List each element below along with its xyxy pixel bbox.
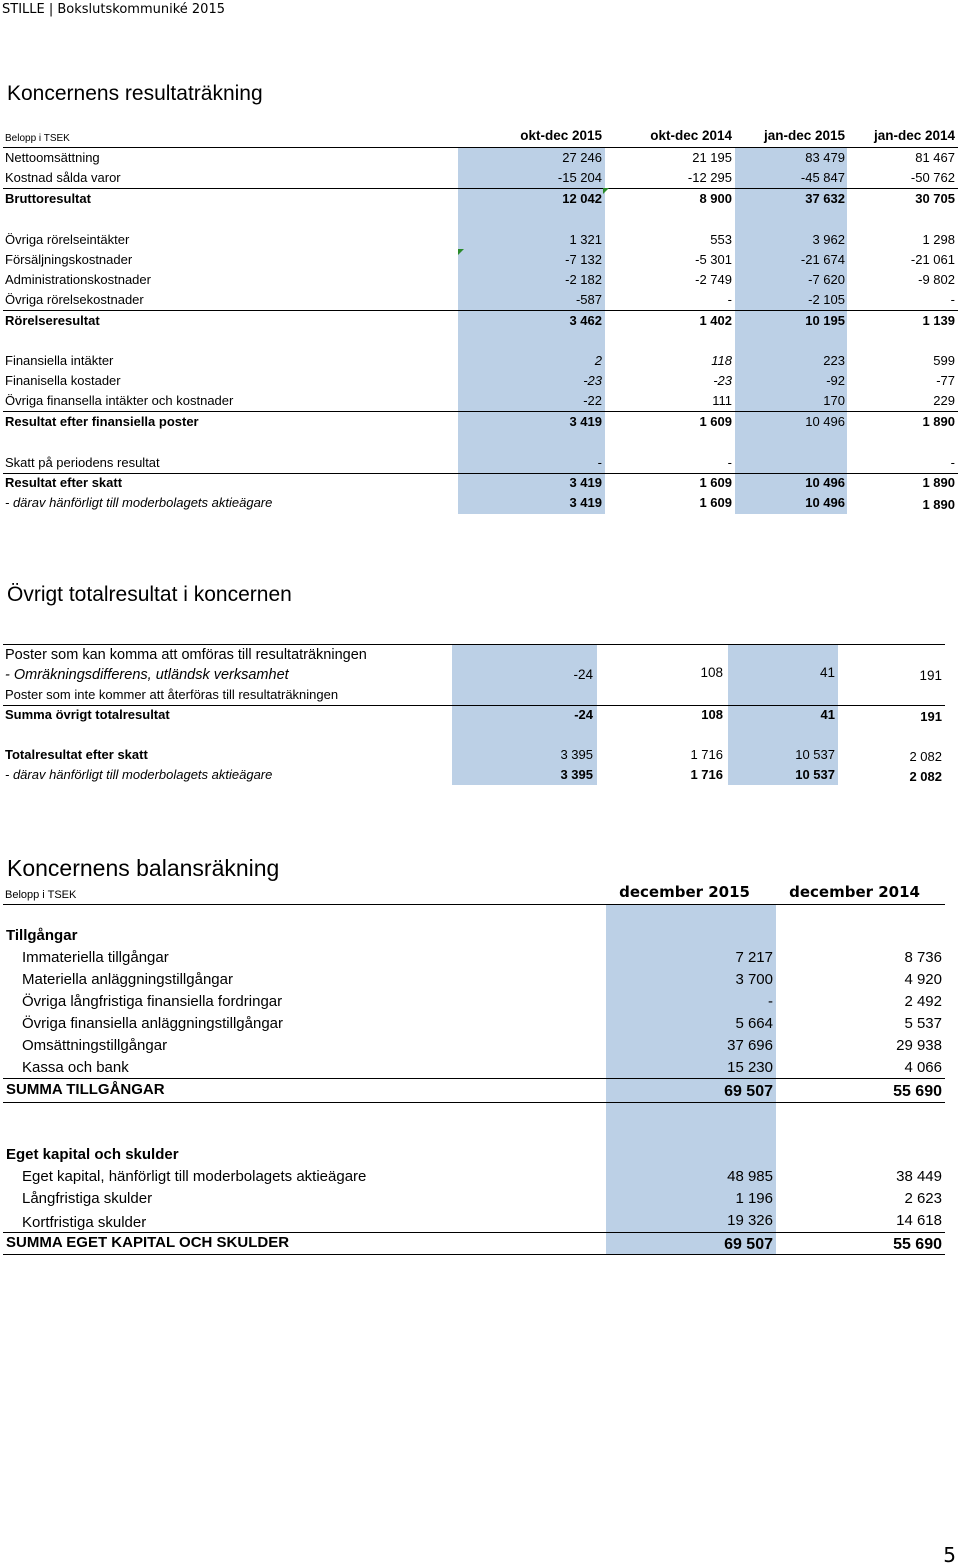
row-label: Kortfristiga skulder [22, 1214, 147, 1231]
oci-row [0, 645, 960, 665]
cell: -2 105 [808, 292, 845, 307]
cell: -22 [583, 393, 602, 408]
row-label: SUMMA EGET KAPITAL OCH SKULDER [6, 1234, 290, 1251]
income-row-subtotal [0, 473, 960, 493]
oci-row-subtotal [0, 705, 960, 725]
cell: 2 [594, 353, 602, 368]
row-label: Bruttoresultat [5, 191, 91, 206]
row-label: Resultat efter skatt [5, 475, 123, 490]
cell: 1 609 [699, 414, 732, 429]
cell: 69 507 [724, 1083, 773, 1100]
cell: 170 [823, 393, 845, 408]
cell: 1 609 [699, 495, 732, 510]
cell: -50 762 [910, 170, 955, 185]
balance-row [0, 969, 960, 991]
cell: 10 537 [795, 767, 835, 782]
cell: - [727, 455, 732, 470]
cell: 108 [701, 707, 723, 722]
cell: 5 664 [735, 1015, 773, 1032]
cell: 229 [933, 393, 955, 408]
balance-row [0, 947, 960, 969]
oci-row [0, 685, 960, 705]
balance-title: Koncernens balansräkning [7, 855, 280, 881]
income-col-header-4: jan-dec 2014 [873, 128, 955, 143]
cell: 3 462 [569, 313, 602, 328]
row-label: Eget kapital, hänförligt till moderbolagets aktieägare [22, 1168, 367, 1185]
cell: 8 736 [904, 949, 942, 966]
cell: 19 326 [727, 1212, 773, 1229]
cell: -77 [936, 373, 955, 388]
cell: 3 419 [569, 475, 602, 490]
cell: - [950, 455, 955, 470]
balance-row [0, 1057, 960, 1079]
cell: 1 890 [922, 414, 955, 429]
income-col-header-3: jan-dec 2015 [763, 128, 845, 143]
cell: 37 696 [727, 1037, 773, 1054]
equity-heading: Eget kapital och skulder [6, 1146, 179, 1163]
cell: 1 321 [569, 232, 602, 247]
cell: 4 066 [904, 1059, 942, 1076]
row-label: Övriga rörelseintäkter [5, 232, 130, 247]
cell: -24 [573, 667, 593, 682]
income-row [0, 270, 960, 290]
cell: - [597, 455, 602, 470]
cell: 108 [700, 665, 723, 680]
cell: 553 [710, 232, 732, 247]
cell: - [768, 993, 773, 1010]
cell: 3 419 [569, 414, 602, 429]
row-label: SUMMA TILLGÅNGAR [6, 1081, 165, 1098]
oci-title: Övrigt totalresultat i koncernen [7, 583, 292, 606]
cell: -21 061 [910, 252, 955, 267]
income-row [0, 391, 960, 411]
cell: -5 301 [695, 252, 732, 267]
cell: -21 674 [800, 252, 845, 267]
income-row [0, 453, 960, 473]
cell: 1 402 [699, 313, 732, 328]
row-label: Summa övrigt totalresultat [5, 707, 170, 722]
cell: 10 537 [795, 747, 835, 762]
equity-heading-row [0, 1144, 960, 1166]
cell: -9 802 [918, 272, 955, 287]
cell: 118 [711, 353, 732, 368]
cell: 10 195 [805, 313, 845, 328]
cell: -23 [713, 373, 732, 388]
cell: 1 609 [699, 475, 732, 490]
cell: -7 132 [565, 252, 602, 267]
total-underline [3, 1102, 945, 1103]
row-label: Skatt på periodens resultat [5, 455, 160, 470]
oci-row [0, 765, 960, 785]
balance-header-rule [3, 904, 945, 905]
cell: 191 [920, 709, 942, 724]
row-label: Totalresultat efter skatt [5, 747, 148, 762]
row-label: Kostnad sålda varor [5, 170, 121, 185]
cell: -23 [583, 373, 602, 388]
cell: 21 195 [692, 150, 732, 165]
document-header: STILLE | Bokslutskommuniké 2015 [2, 2, 225, 17]
cell: 41 [819, 665, 835, 680]
cell: -587 [575, 292, 602, 307]
income-row [0, 351, 960, 371]
balance-row [0, 991, 960, 1013]
cell: 10 496 [805, 475, 845, 490]
income-row [0, 168, 960, 188]
cell: 191 [919, 668, 942, 683]
row-label: Övriga långfristiga finansiella fordringar [22, 993, 283, 1010]
cell: - [950, 292, 955, 307]
row-label: - därav hänförligt till moderbolagets aktieägare [5, 767, 273, 782]
income-row [0, 290, 960, 310]
row-label: Övriga finansiella anläggningstillgångar [22, 1015, 283, 1032]
cell: -24 [574, 707, 593, 722]
cell: 3 395 [560, 767, 593, 782]
cell: 12 042 [562, 191, 602, 206]
cell: -45 847 [800, 170, 845, 185]
cell: 5 537 [904, 1015, 942, 1032]
income-row [0, 493, 960, 513]
balance-total-row [0, 1079, 960, 1101]
cell: 1 139 [922, 313, 955, 328]
comment-marker-icon [603, 188, 609, 194]
assets-heading-row [0, 925, 960, 947]
cell: 27 246 [562, 150, 602, 165]
income-row [0, 250, 960, 270]
cell: 2 623 [904, 1190, 942, 1207]
cell: 1 890 [922, 475, 955, 490]
row-label: Rörelseresultat [5, 313, 100, 328]
row-label: Poster som kan komma att omföras till resultaträkningen [5, 647, 367, 663]
row-label: Övriga rörelsekostnader [5, 292, 144, 307]
cell: 55 690 [893, 1236, 942, 1253]
balance-total-row [0, 1232, 960, 1254]
balance-unit: Belopp i TSEK [5, 889, 77, 901]
cell: 1 890 [922, 497, 955, 512]
balance-row [0, 1210, 960, 1232]
cell: 2 082 [909, 749, 942, 764]
cell: 599 [933, 353, 955, 368]
cell: 4 920 [904, 971, 942, 988]
cell: 3 700 [735, 971, 773, 988]
cell: -15 204 [557, 170, 602, 185]
cell: 10 496 [805, 495, 845, 510]
cell: 7 217 [735, 949, 773, 966]
comment-marker-icon [458, 249, 464, 255]
cell: 3 395 [560, 747, 593, 762]
cell: -2 749 [695, 272, 732, 287]
cell: 48 985 [727, 1168, 773, 1185]
cell: 8 900 [699, 191, 732, 206]
cell: 30 705 [915, 191, 955, 206]
cell: 2 082 [909, 769, 942, 784]
cell: 37 632 [805, 191, 845, 206]
row-label: - Omräkningsdifferens, utländsk verksamhet [5, 667, 289, 683]
row-label: Materiella anläggningstillgångar [22, 971, 233, 988]
row-label: Finansiella intäkter [5, 353, 114, 368]
balance-col-header-2: december 2014 [789, 883, 920, 901]
row-label: Resultat efter finansiella poster [5, 414, 199, 429]
row-label: Kassa och bank [22, 1059, 129, 1076]
income-row-subtotal [0, 189, 960, 209]
cell: 15 230 [727, 1059, 773, 1076]
oci-row [0, 745, 960, 765]
row-label: Finanisella kostader [5, 373, 121, 388]
cell: 38 449 [896, 1168, 942, 1185]
cell: 1 716 [690, 747, 723, 762]
row-label: Nettoomsättning [5, 150, 100, 165]
row-label: Försäljningskostnader [5, 252, 133, 267]
row-label: Immateriella tillgångar [22, 949, 169, 966]
balance-row [0, 1013, 960, 1035]
assets-heading: Tillgångar [6, 927, 78, 944]
income-unit: Belopp i TSEK [5, 133, 70, 144]
income-row [0, 371, 960, 391]
income-row [0, 230, 960, 250]
cell: 3 962 [812, 232, 845, 247]
cell: 81 467 [915, 150, 955, 165]
cell: -12 295 [687, 170, 732, 185]
cell: - [727, 292, 732, 307]
cell: 14 618 [896, 1212, 942, 1229]
cell: 1 716 [690, 767, 723, 782]
cell: 111 [712, 393, 732, 408]
row-label: Poster som inte kommer att återföras till resultaträkningen [5, 687, 339, 702]
cell: 1 196 [735, 1190, 773, 1207]
cell: 69 507 [724, 1236, 773, 1253]
cell: -7 620 [808, 272, 845, 287]
page-number: 5 [943, 1543, 956, 1567]
cell: 41 [820, 707, 835, 722]
income-col-header-1: okt-dec 2015 [520, 128, 602, 143]
cell: -92 [826, 373, 845, 388]
oci-row [0, 665, 960, 685]
row-label: Långfristiga skulder [22, 1190, 153, 1207]
total-underline [3, 1254, 945, 1255]
income-row-subtotal [0, 412, 960, 432]
balance-row [0, 1188, 960, 1210]
cell: 29 938 [896, 1037, 942, 1054]
cell: 10 496 [805, 414, 845, 429]
cell: 1 298 [922, 232, 955, 247]
cell: 2 492 [904, 993, 942, 1010]
cell: 55 690 [893, 1083, 942, 1100]
balance-col-header-1: december 2015 [619, 883, 750, 901]
cell: 3 419 [569, 495, 602, 510]
income-row-subtotal [0, 311, 960, 331]
row-label: Övriga finansella intäkter och kostnader [5, 393, 234, 408]
row-label: - därav hänförligt till moderbolagets aktieägare [5, 495, 273, 510]
cell: 83 479 [805, 150, 845, 165]
cell: -2 182 [565, 272, 602, 287]
row-label: Omsättningstillgångar [22, 1037, 168, 1054]
cell: 223 [823, 353, 845, 368]
income-row [0, 148, 960, 168]
income-col-header-2: okt-dec 2014 [650, 128, 732, 143]
balance-row [0, 1035, 960, 1057]
row-label: Administrationskostnader [5, 272, 151, 287]
balance-row [0, 1166, 960, 1188]
income-title: Koncernens resultaträkning [7, 82, 263, 105]
